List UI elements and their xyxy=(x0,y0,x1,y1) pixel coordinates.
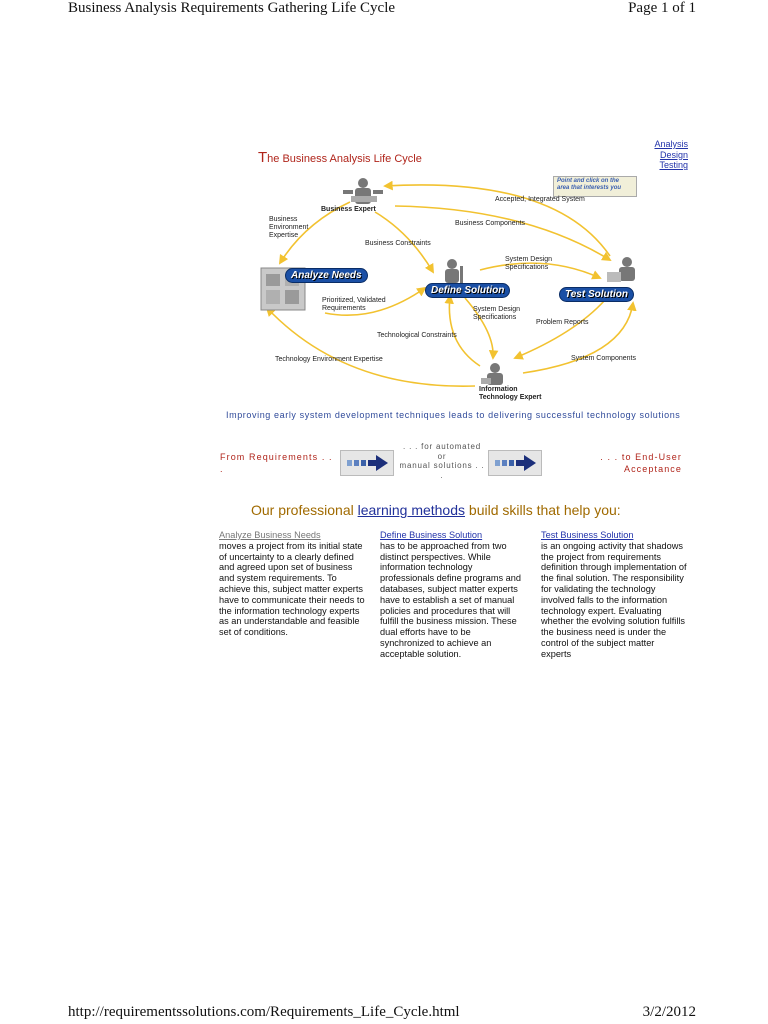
analyze-column xyxy=(219,530,365,638)
side-links xyxy=(620,139,688,171)
sds-b-label-1: System Design xyxy=(473,306,521,313)
analyze-body: moves a project from its initial state of uncertainty to a clearly defined and agreed upon set of business and system requirements. To achieve this, subject matter experts have to communicate their needs to the information technology experts as an understandable and feasible set of conditions. xyxy=(219,540,365,638)
arrow-problem xyxy=(515,300,605,358)
arrow-components xyxy=(395,206,610,260)
test-solution-badge[interactable]: Test Solution xyxy=(559,287,634,302)
define-body: has to be approached from two distinct perspectives. While information technology professionals define programs and databases, subject matter experts have to establish a set of manual policies and procedures that will fulfill the business mission. These dual efforts have to be synchronized to achieve an acceptable solution. xyxy=(380,540,521,659)
arrow-right-icon xyxy=(489,451,541,475)
business-expert-figure xyxy=(343,178,383,204)
define-column xyxy=(380,530,526,660)
analyze-needs-badge[interactable]: Analyze Needs xyxy=(285,268,368,283)
arrow-tech-env xyxy=(267,308,475,386)
lifecycle-title: The Business Analysis Life Cycle xyxy=(258,149,422,166)
professional-heading: Our professional learning methods build skills that help you: xyxy=(251,502,621,518)
components-label: Business Components xyxy=(455,220,526,227)
arrow-right-icon xyxy=(341,451,393,475)
test-solution-link[interactable]: Test Business Solution xyxy=(541,530,634,540)
bee-label-3: Expertise xyxy=(269,232,299,239)
flow-arrow-1 xyxy=(340,450,394,476)
flow-arrow-2 xyxy=(488,450,542,476)
automated-text: . . . for automated or manual solutions . . . xyxy=(399,442,485,480)
page-number: Page 1 of 1 xyxy=(628,0,696,16)
design-link[interactable]: Design xyxy=(659,149,688,160)
test-body: is an ongoing activity that shadows the project from requirements definition through implementation of the final solution. The responsibility for validating the technology involved falls to the information technology expert. Evaluating whether the evolving solution fulfills the business need is under the control of the subject matter experts xyxy=(541,540,687,659)
it-expert-figure xyxy=(481,363,503,385)
test-figure xyxy=(607,257,635,282)
define-figure xyxy=(445,259,463,284)
business-expert-label: Business Expert xyxy=(321,206,376,213)
constraints-label: Business Constraints xyxy=(365,240,431,247)
sys-components-label: System Components xyxy=(571,355,636,362)
sds-b-label-2: Specifications xyxy=(473,314,517,321)
problem-label: Problem Reports xyxy=(536,319,589,326)
from-requirements-text: From Requirements . . . xyxy=(220,452,333,474)
learning-methods-link[interactable]: learning methods xyxy=(357,502,466,518)
it-expert-label-2: Technology Expert xyxy=(479,394,542,401)
print-date: 3/2/2012 xyxy=(642,1004,696,1020)
sds-a-label-1: System Design xyxy=(505,256,553,263)
source-url: http://requirementssolutions.com/Requirements_Life_Cycle.html xyxy=(68,1004,460,1020)
document-title: Business Analysis Requirements Gathering Life Cycle xyxy=(68,0,396,16)
lifecycle-diagram[interactable] xyxy=(255,168,655,408)
click-hint: Point and click on the area that interests you xyxy=(553,176,637,197)
define-solution-badge[interactable]: Define Solution xyxy=(425,283,510,298)
tech-constraints-label: Technological Constraints xyxy=(377,332,457,339)
testing-link[interactable]: Testing xyxy=(659,160,688,170)
prioritized-label-2: Requirements xyxy=(322,305,366,312)
analysis-link[interactable]: Analysis xyxy=(654,139,688,149)
it-expert-label-1: Information xyxy=(479,386,518,393)
accepted-label: Accepted, Integrated System xyxy=(495,196,585,203)
bee-label-1: Business xyxy=(269,216,298,223)
sds-a-label-2: Specifications xyxy=(505,264,549,271)
bee-label-2: Environment xyxy=(269,224,309,231)
end-user-text: . . . to End-User Acceptance xyxy=(600,452,682,474)
prioritized-label-1: Prioritized, Validated xyxy=(322,297,386,304)
analyze-needs-link[interactable]: Analyze Business Needs xyxy=(219,530,321,540)
test-column xyxy=(541,530,687,660)
tech-env-label: Technology Environment Expertise xyxy=(275,356,383,363)
define-solution-link[interactable]: Define Business Solution xyxy=(380,530,483,540)
improving-text: Improving early system development techniques leads to delivering successful technology solutions xyxy=(226,410,681,420)
